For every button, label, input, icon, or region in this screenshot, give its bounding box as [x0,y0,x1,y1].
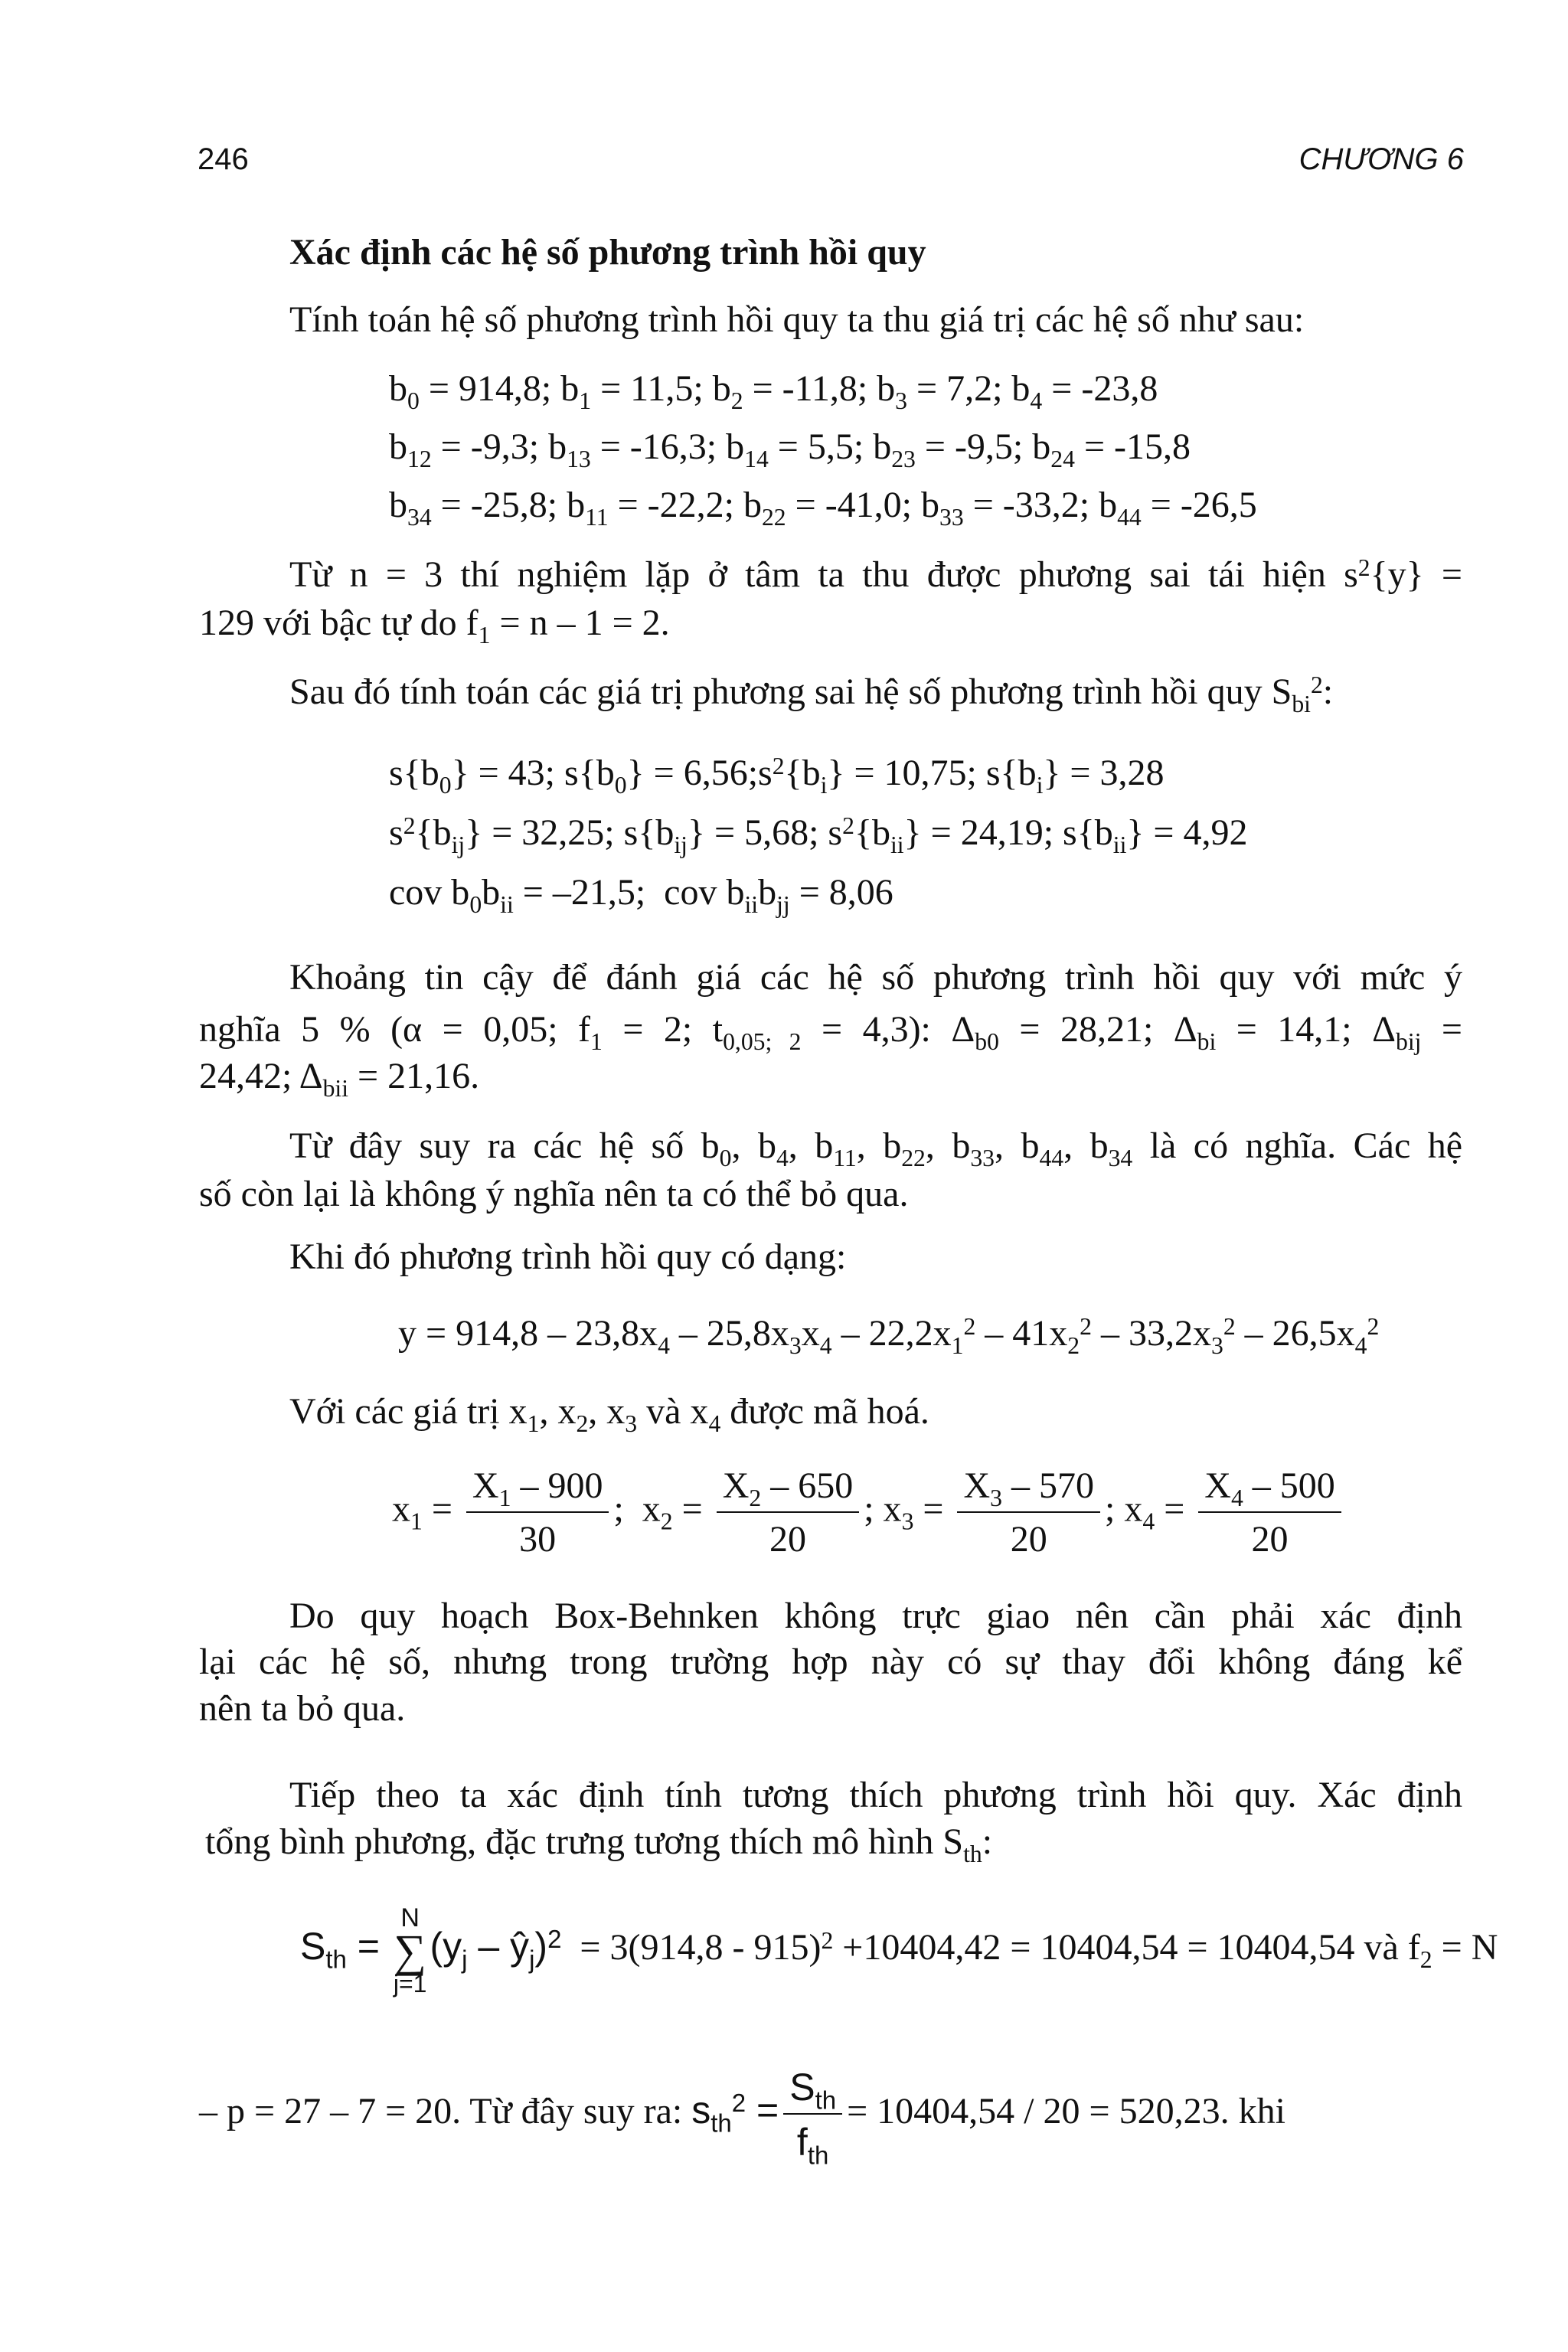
boxbehnken-line-3: nên ta bỏ qua. [199,1688,406,1729]
confidence-paragraph-line-2: nghĩa 5 % (α = 0,05; $f_1 = 2$; $t_{0,05; 2} = 4,3$): $\Delta_{b0} = 28,21$; $\Delta_{bi} = 14,1$; $\Delta_{bij}$ = [199,1009,1462,1056]
fit-paragraph-line-1: Tiếp theo ta xác định tính tương thích phương trình hồi quy. Xác định [289,1775,1462,1815]
boxbehnken-line-2: lại các hệ số, nhưng trong trường hợp này có sự thay đổi không đáng kể [199,1642,1462,1682]
significant-paragraph-line-2: số còn lại là không ý nghĩa nên ta có thể bỏ qua. [199,1174,909,1214]
fraction-sth: $\frac{S_{th}}{f_{th}}$ [783,2064,842,2165]
significant-paragraph-line-1: Từ đây suy ra các hệ số $b_0$, $b_4$, $b_{11}$, $b_{22}$, $b_{33}$, $b_{44}$, $b_{34}$ là có nghĩa. Các hệ [289,1125,1463,1172]
replicate-paragraph-line-2: 129 với bậc tự do $f_1 = n - 1 = 2$. [199,603,670,649]
fraction-x4: $\frac{X_4 - 500}{20}$ [1198,1464,1341,1561]
equation-intro: Khi đó phương trình hồi quy có dạng: [289,1236,847,1277]
variance-formula-2: $s^2\{b_{ij}\} = 32,25$; $s\{b_{ij}\} = 5,68$; $s^2\{b_{ii}\} = 24,19$; $s\{b_{ii}\} = 4,92$ [389,812,1248,859]
coefficients-line-2: $b_{12} = -9,3$; $b_{13} = -16,3$; $b_{14} = 5,5$; $b_{23} = -9,5$; $b_{24} = -15,8$ [389,426,1191,473]
confidence-paragraph-line-3: 24,42; $\Delta_{bii} = 21,16$. [199,1056,480,1102]
covariance-formula: cov $b_0b_{ii} = -21,5$; cov $b_{ii}b_{jj} = 8,06$ [389,872,893,919]
page-number: 246 [198,142,249,176]
section-title: Xác định các hệ số phương trình hồi quy [289,232,926,273]
coding-formulas: $x_1$ = $\frac{X_1 - 900}{30}$ ; $x_2$ = $\frac{X_2 - 650}{20}$ ; $x_3$ = $\frac{X_3 - 570}{20}$ ; $x_4$ = $\frac{X_4 - 500}{20}$ [392,1464,1346,1561]
regression-equation: $y = 914,8 - 23,8x_4 - 25,8x_3x_4 - 22,2x_1^2 - 41x_2^2 - 33,2x_3^2 - 26,5x_4^2$ [398,1312,1380,1360]
replicate-paragraph-line-1: Từ n = 3 thí nghiệm lặp ở tâm ta thu được phương sai tái hiện $s^2\{y\}$ = [289,554,1462,595]
fit-paragraph-line-2: tổng bình phương, đặc trưng tương thích mô hình $S_{th}$: [205,1821,993,1868]
fraction-x1: $\frac{X_1 - 900}{30}$ [466,1464,609,1561]
fraction-x2: $\frac{X_2 - 650}{20}$ [717,1464,860,1561]
summation-symbol: N ∑ j=1 [393,1903,427,1998]
confidence-paragraph-line-1: Khoảng tin cậy để đánh giá các hệ số phương trình hồi quy với mức ý [289,957,1462,998]
intro-paragraph: Tính toán hệ số phương trình hồi quy ta thu giá trị các hệ số như sau: [289,299,1305,340]
coefficients-line-3: $b_{34} = -25,8$; $b_{11} = -22,2$; $b_{22} = -41,0$; $b_{33} = -33,2$; $b_{44} = -26,5$ [389,485,1257,531]
coded-values-intro: Với các giá trị $x_1$, $x_2$, $x_3$ và $x_4$ được mã hoá. [289,1391,929,1438]
boxbehnken-line-1: Do quy hoạch Box-Behnken không trực giao nên cần phải xác định [289,1596,1462,1636]
variance-formula-1: $s\{b_0\} = 43$; $s\{b_0\}$ = $6,56;s^2\{b_i\} = 10,75$; $s\{b_i\} = 3,28$ [389,752,1165,799]
variance-intro: Sau đó tính toán các giá trị phương sai hệ số phương trình hồi quy $S_{bi}^2$: [289,671,1334,718]
chapter-title: CHƯƠNG 6 [1298,142,1464,176]
coefficients-line-1: $b_0 = 914,8$; $b_1 = 11,5$; $b_2 = -11,8$; $b_3 = 7,2$; $b_4 = -23,8$ [389,368,1158,415]
final-line: – p = 27 – 7 = 20. Từ đây suy ra: $s_{th}^2$ = $\frac{S_{th}}{f_{th}}$ = 10404,54 / 20 = 520,23. khi [199,2066,1285,2170]
fraction-x3: $\frac{X_3 - 570}{20}$ [957,1464,1100,1561]
sth-equation: $S_{th}$ = N ∑ j=1 ($y_j$ – $ŷ_j)^2 = 3(914,8 - 915)^2 +10404,42 = 10404,54 = 10404,54$ và $f_2 = N$ [300,1903,1498,1998]
